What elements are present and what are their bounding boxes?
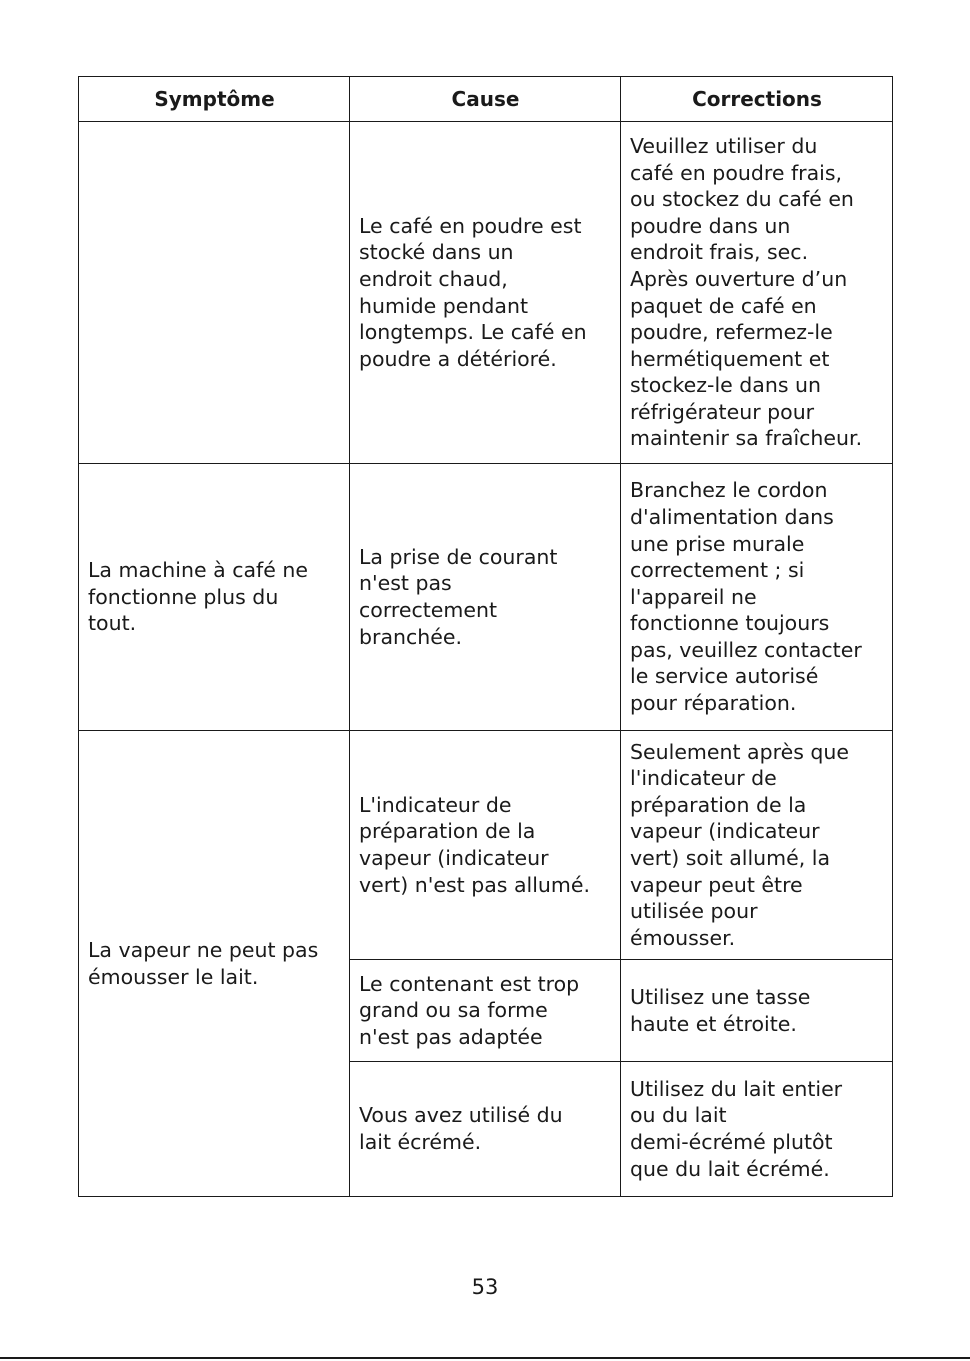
cause-text: Le contenant est trop grand ou sa forme n'est pas adaptée [359, 971, 580, 1049]
correction-cell [621, 464, 893, 731]
symptom-cell [79, 122, 350, 464]
table-row [79, 464, 893, 731]
cause-text: Le café en poudre est stocké dans un endroit chaud, humide pendant longtemps. Le café en poudre a détérioré. [359, 213, 587, 371]
correction-text: Seulement après que l'indicateur de préparation de la vapeur (indicateur vert) soit allumé, la vapeur peut être utilisée pour émousser. [630, 739, 850, 950]
header-corrections: Corrections [621, 77, 893, 122]
symptom-text: La machine à café ne fonctionne plus du tout. [88, 558, 308, 636]
symptom-cell [79, 464, 350, 731]
correction-text: Veuillez utiliser du café en poudre frais, ou stockez du café en poudre dans un endroit frais, sec. Après ouverture d’un paquet de café en poudre, refermez-le hermétiquement et stockez-le dans un réfrigérateur pour maintenir sa fraîcheur. [630, 133, 863, 451]
troubleshooting-table [78, 76, 893, 1197]
cause-cell [350, 464, 621, 731]
correction-cell [621, 122, 893, 464]
cause-cell [350, 1062, 621, 1197]
correction-cell [621, 731, 893, 960]
cause-text: Vous avez utilisé du lait écrémé. [359, 1103, 563, 1154]
header-cause: Cause [350, 77, 621, 122]
cause-cell [350, 731, 621, 960]
correction-cell [621, 1062, 893, 1197]
symptom-cell [79, 731, 350, 1197]
correction-text: Utilisez une tasse haute et étroite. [630, 984, 811, 1036]
cause-text: La prise de courant n'est pas correctement branchée. [359, 544, 558, 649]
cause-cell [350, 960, 621, 1062]
cause-text: L'indicateur de préparation de la vapeur (indicateur vert) n'est pas allumé. [359, 792, 591, 897]
header-symptom: Symptôme [79, 77, 350, 122]
page-bottom-rule [0, 1357, 970, 1359]
correction-cell [621, 960, 893, 1062]
table-row [79, 731, 893, 960]
correction-text: Branchez le cordon d'alimentation dans une prise murale correctement ; si l'appareil ne fonctionne toujours pas, veuillez contacter le service autorisé pour réparation. [630, 478, 862, 716]
cause-cell [350, 122, 621, 464]
page-number: 53 [471, 1275, 499, 1299]
table-header-row [79, 77, 893, 122]
symptom-text: La vapeur ne peut pas émousser le lait. [88, 937, 319, 989]
table-row [79, 122, 893, 464]
correction-text: Utilisez du lait entier ou du lait demi-écrémé plutôt que du lait écrémé. [630, 1076, 843, 1181]
